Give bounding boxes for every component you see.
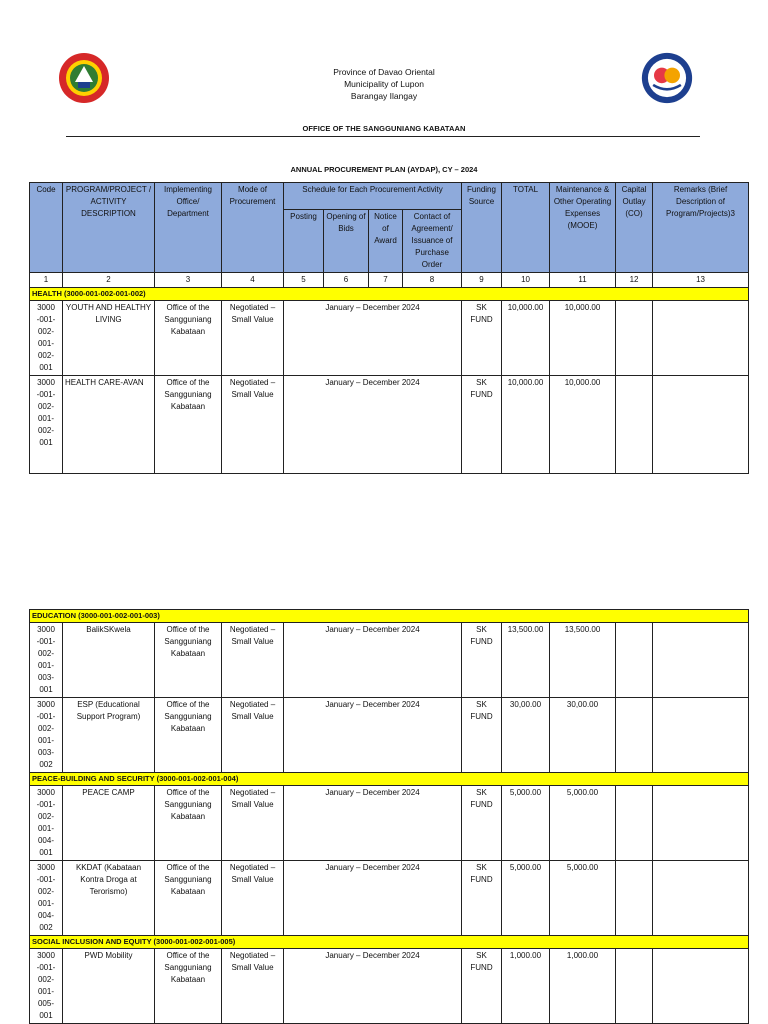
row-total: 10,000.00 (502, 376, 550, 474)
row-mooe: 13,500.00 (550, 623, 616, 698)
row-program: PWD Mobility (63, 949, 155, 1024)
row-schedule: January – December 2024 (284, 861, 462, 936)
row-mooe: 10,000.00 (550, 376, 616, 474)
row-co (616, 301, 653, 376)
col-number: 4 (222, 273, 284, 288)
row-schedule: January – December 2024 (284, 623, 462, 698)
row-remarks (653, 949, 749, 1024)
row-co (616, 623, 653, 698)
row-co (616, 786, 653, 861)
row-remarks (653, 301, 749, 376)
row-schedule: January – December 2024 (284, 949, 462, 1024)
col-number: 3 (155, 273, 222, 288)
col-program: PROGRAM/PROJECT / ACTIVITY DESCRIPTION (63, 183, 155, 273)
row-co (616, 949, 653, 1024)
row-code: 3000 -001- 002- 001- 003- 002 (30, 698, 63, 773)
row-total: 1,000.00 (502, 949, 550, 1024)
col-office: Implementing Office/ Department (155, 183, 222, 273)
row-fund: SK FUND (462, 623, 502, 698)
row-total: 13,500.00 (502, 623, 550, 698)
procurement-table-page2 (29, 609, 749, 1024)
row-co (616, 861, 653, 936)
col-number: 9 (462, 273, 502, 288)
col-opening: Opening of Bids (324, 210, 369, 273)
row-mode: Negotiated – Small Value (222, 698, 284, 773)
row-office: Office of the Sangguniang Kabataan (155, 861, 222, 936)
table-row (30, 698, 749, 773)
row-remarks (653, 698, 749, 773)
section-health: HEALTH (3000-001-002-001-002) (30, 288, 749, 301)
row-schedule: January – December 2024 (284, 301, 462, 376)
col-number: 12 (616, 273, 653, 288)
row-mooe: 1,000.00 (550, 949, 616, 1024)
row-co (616, 698, 653, 773)
province-line: Province of Davao Oriental (333, 67, 435, 77)
row-mode: Negotiated – Small Value (222, 623, 284, 698)
row-remarks (653, 376, 749, 474)
col-number: 8 (403, 273, 462, 288)
row-mode: Negotiated – Small Value (222, 301, 284, 376)
plan-title: ANNUAL PROCUREMENT PLAN (AYDAP), CY – 2024 (290, 165, 478, 174)
row-remarks (653, 861, 749, 936)
col-posting: Posting (284, 210, 324, 273)
row-office: Office of the Sangguniang Kabataan (155, 301, 222, 376)
row-fund: SK FUND (462, 376, 502, 474)
row-co (616, 376, 653, 474)
row-program: KKDAT (Kabataan Kontra Droga at Terorismo) (63, 861, 155, 936)
row-fund: SK FUND (462, 861, 502, 936)
row-office: Office of the Sangguniang Kabataan (155, 376, 222, 474)
col-schedule: Schedule for Each Procurement Activity (284, 183, 462, 210)
municipality-line: Municipality of Lupon (344, 79, 424, 89)
section-peace-building: PEACE-BUILDING AND SECURITY (3000-001-002-001-004) (30, 773, 749, 786)
row-remarks (653, 786, 749, 861)
row-code: 3000 -001- 002- 001- 003- 001 (30, 623, 63, 698)
row-program: ESP (Educational Support Program) (63, 698, 155, 773)
col-number: 6 (324, 273, 369, 288)
col-number: 13 (653, 273, 749, 288)
col-number: 1 (30, 273, 63, 288)
row-fund: SK FUND (462, 301, 502, 376)
row-fund: SK FUND (462, 786, 502, 861)
row-schedule: January – December 2024 (284, 376, 462, 474)
row-program: PEACE CAMP (63, 786, 155, 861)
col-fund: Funding Source (462, 183, 502, 273)
row-fund: SK FUND (462, 698, 502, 773)
col-number: 2 (63, 273, 155, 288)
col-notice: Notice of Award (369, 210, 403, 273)
office-title: OFFICE OF THE SANGGUNIANG KABATAAN (302, 124, 466, 133)
header-divider (66, 136, 700, 137)
table-row (30, 301, 749, 376)
col-remarks: Remarks (Brief Description of Program/Projects)3 (653, 183, 749, 273)
row-mode: Negotiated – Small Value (222, 861, 284, 936)
row-total: 5,000.00 (502, 861, 550, 936)
row-schedule: January – December 2024 (284, 698, 462, 773)
row-mode: Negotiated – Small Value (222, 949, 284, 1024)
row-code: 3000 -001- 002- 001- 002- 001 (30, 376, 63, 474)
procurement-table-page1 (29, 182, 749, 474)
section-education: EDUCATION (3000-001-002-001-003) (30, 610, 749, 623)
row-mooe: 5,000.00 (550, 861, 616, 936)
section-social-inclusion: SOCIAL INCLUSION AND EQUITY (3000-001-002-001-005) (30, 936, 749, 949)
row-total: 10,000.00 (502, 301, 550, 376)
row-mode: Negotiated – Small Value (222, 786, 284, 861)
row-mode: Negotiated – Small Value (222, 376, 284, 474)
row-fund: SK FUND (462, 949, 502, 1024)
row-mooe: 30,00.00 (550, 698, 616, 773)
table-row (30, 376, 749, 474)
row-program: YOUTH AND HEALTHY LIVING (63, 301, 155, 376)
row-program: BalikSKwela (63, 623, 155, 698)
row-total: 30,00.00 (502, 698, 550, 773)
row-code: 3000 -001- 002- 001- 004- 002 (30, 861, 63, 936)
row-schedule: January – December 2024 (284, 786, 462, 861)
col-number: 10 (502, 273, 550, 288)
col-contract: Contact of Agreement/ Issuance of Purchase Order (403, 210, 462, 273)
row-office: Office of the Sangguniang Kabataan (155, 698, 222, 773)
table-row (30, 623, 749, 698)
table-row (30, 949, 749, 1024)
row-total: 5,000.00 (502, 786, 550, 861)
row-code: 3000 -001- 002- 001- 004- 001 (30, 786, 63, 861)
col-co: Capital Outlay (CO) (616, 183, 653, 273)
row-code: 3000 -001- 002- 001- 002- 001 (30, 301, 63, 376)
col-code: Code (30, 183, 63, 273)
col-total: TOTAL (502, 183, 550, 273)
col-number: 5 (284, 273, 324, 288)
row-office: Office of the Sangguniang Kabataan (155, 949, 222, 1024)
barangay-line: Barangay Ilangay (350, 91, 418, 101)
row-office: Office of the Sangguniang Kabataan (155, 786, 222, 861)
col-mooe: Maintenance & Other Operating Expenses (MOOE) (550, 183, 616, 273)
table-row (30, 861, 749, 936)
row-remarks (653, 623, 749, 698)
col-mode: Mode of Procurement (222, 183, 284, 273)
row-mooe: 10,000.00 (550, 301, 616, 376)
row-office: Office of the Sangguniang Kabataan (155, 623, 222, 698)
row-code: 3000 -001- 002- 001- 005- 001 (30, 949, 63, 1024)
table-row (30, 786, 749, 861)
row-program: HEALTH CARE-AVAN (63, 376, 155, 474)
row-mooe: 5,000.00 (550, 786, 616, 861)
col-number: 7 (369, 273, 403, 288)
col-number: 11 (550, 273, 616, 288)
